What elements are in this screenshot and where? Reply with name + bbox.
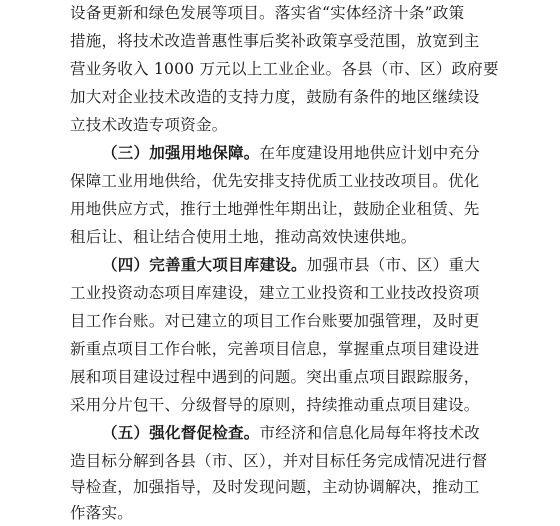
paragraph-4-line-2: 造目标分解到各县（市、区），并对目标任务完成情况进行督	[70, 452, 488, 470]
paragraph-3-line-1	[102, 252, 480, 278]
paragraph-3-line-5: 展和项目建设过程中遇到的问题。突出重点项目跟踪服务，	[70, 368, 480, 386]
paragraph-1-line-4: 加大对企业技术改造的支持力度，鼓励有条件的地区继续设	[70, 88, 480, 106]
paragraph-4-line-1	[102, 420, 480, 446]
paragraph-2-line-2: 保障工业用地供给，优先安排支持优质工业技改项目。优化	[70, 172, 480, 190]
paragraph-4-line-4: 作落实。	[70, 504, 134, 522]
paragraph-2-line-3: 用地供应方式，推行土地弹性年期出让，鼓励企业租赁、先	[70, 200, 480, 218]
paragraph-3-heading: （四）完善重大项目库建设。	[102, 256, 307, 274]
paragraph-1-line-5: 立技术改造专项资金。	[70, 116, 228, 134]
paragraph-4-line-3: 导检查，加强指导，及时发现问题，主动协调解决，推动工	[70, 478, 480, 496]
paragraph-3-line-3: 目工作台账。对已建立的项目工作台账要加强管理，及时更	[70, 312, 480, 330]
paragraph-4-line-1-text: 市经济和信息化局每年将技术改	[259, 424, 481, 442]
paragraph-3-line-6: 采用分片包干、分级督导的原则，持续推动重点项目建设。	[70, 396, 480, 414]
paragraph-1-line-2: 措施，将技术改造普惠性事后奖补政策享受范围，放宽到主	[70, 32, 480, 50]
paragraph-4-heading: （五）强化督促检查。	[102, 424, 260, 442]
paragraph-3-line-2: 工业投资动态项目库建设，建立工业投资和工业技改投资项	[70, 284, 480, 302]
paragraph-1-line-3: 营业务收入 1000 万元以上工业企业。各县（市、区）政府要	[70, 60, 499, 78]
paragraph-2-line-1-text: 在年度建设用地供应计划中充分	[259, 144, 481, 162]
paragraph-2-heading: （三）加强用地保障。	[102, 144, 260, 162]
paragraph-3-line-4: 新重点项目工作台帐，完善项目信息，掌握重点项目建设进	[70, 340, 480, 358]
paragraph-3-line-1-text: 加强市县（市、区）重大	[306, 256, 481, 274]
paragraph-2-line-4: 租后让、租让结合使用土地，推动高效快速供地。	[70, 228, 417, 246]
paragraph-1-line-1: 设备更新和绿色发展等项目。落实省“实体经济十条”政策	[70, 4, 465, 22]
paragraph-2-line-1	[102, 140, 480, 166]
